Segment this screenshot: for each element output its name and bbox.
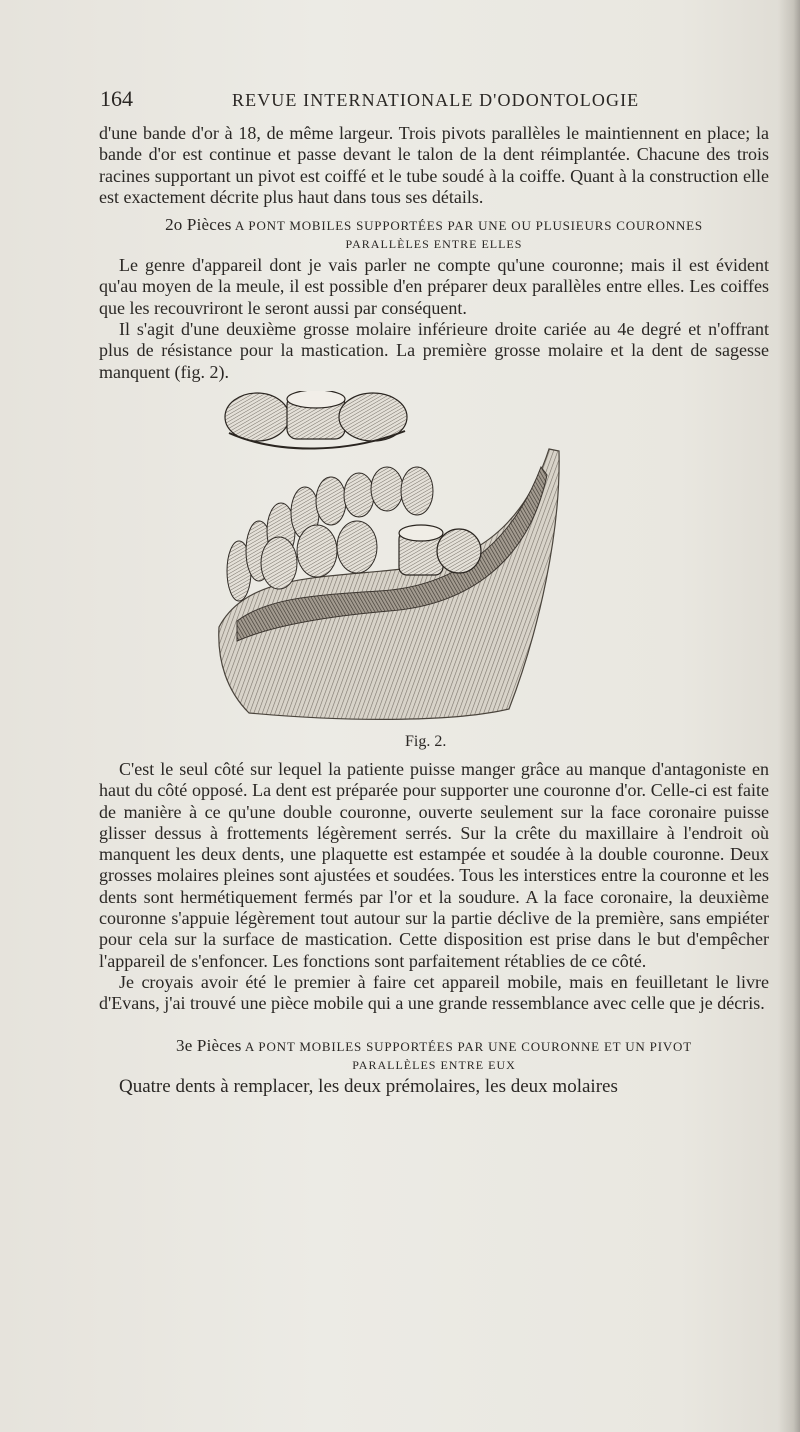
page-header (100, 86, 768, 122)
dental-model-illustration (209, 391, 569, 727)
figure-caption: Fig. 2. (405, 732, 447, 750)
figure-dental-bridge (99, 391, 769, 757)
removable-bridge (225, 391, 407, 449)
page-edge-shadow (778, 0, 800, 1432)
paragraph-6: Quatre dents à remplacer, les deux prémolaires, les deux molaires (119, 1075, 618, 1097)
section-heading-2 (99, 216, 769, 253)
body-text (99, 123, 769, 1097)
section-heading-2-rest: A PONT MOBILES SUPPORTÉES PAR UNE OU PLUSIEURS COURONNES (234, 218, 703, 234)
section-heading-3-sub: PARALLÈLES ENTRE EUX (352, 1057, 516, 1072)
paragraph-1: d'une bande d'or à 18, de même largeur. Trois pivots parallèles le maintiennent en place; la bande d'or est continue et passe devant le talon de la dent réimplantée. Chacune des trois racines supportant un pivot est coiffé et le tube soudé à la coiffe. Quant à la construction elle est exactement décrite plus haut dans tous ses détails. (99, 123, 769, 207)
running-title: REVUE INTERNATIONALE D'ODONTOLOGIE (232, 90, 640, 110)
paragraph-4: C'est le seul côté sur lequel la patiente puisse manger grâce au manque d'antagoniste en haut du côté opposé. La dent est préparée pour supporter une couronne d'or. Celle-ci est faite de manière à ce qu'une double couronne, ouverte seulement sur la face coronaire puisse glisser dessus à frottements légèrement serrés. Sur la crête du maxillaire à l'endroit où manquent les deux dents, une plaquette est estampée et soudée à la double couronne. Deux grosses molaires pleines sont ajustées et soudées. Tous les interstices entre la couronne et les dents sont hermétiquement fermés par l'or et la soudure. A la face coronaire, la deuxième couronne s'appuie légèrement tout autour sur la partie déclive de la première, sans empiéter pour cela sur la surface de mastication. Cette disposition est prise dans le but d'empêcher l'appareil de s'enfoncer. Les fonctions sont parfaitement rétablies de ce côté. (99, 758, 769, 971)
prepared-crown (399, 525, 481, 575)
paragraph-3: Il s'agit d'une deuxième grosse molaire inférieure droite cariée au 4e degré et n'offrant plus de résistance pour la mastication. La première grosse molaire et la dent de sagesse manquent (fig. 2). (99, 319, 769, 382)
paragraph-2: Le genre d'appareil dont je vais parler ne compte qu'une couronne; mais il est évident qu'au moyen de la meule, il est possible d'en préparer deux parallèles entre elles. Les coiffes que les recouvriront le seront aussi par conséquent. (99, 255, 769, 318)
section-heading-3-rest: A PONT MOBILES SUPPORTÉES PAR UNE COURONNE ET UN PIVOT (244, 1038, 692, 1054)
paragraph-5: Je croyais avoir été le premier à faire cet appareil mobile, mais en feuilletant le livre d'Evans, j'ai trouvé une pièce mobile qui a une grande ressemblance avec celle que je décris. (99, 971, 769, 1014)
section-heading-2-lead: 2o Pièces (165, 215, 232, 235)
section-heading-3 (99, 1037, 769, 1074)
section-heading-3-lead: 3e Pièces (176, 1035, 242, 1055)
page-number: 164 (100, 86, 133, 111)
section-heading-2-sub: PARALLÈLES ENTRE ELLES (345, 237, 523, 252)
